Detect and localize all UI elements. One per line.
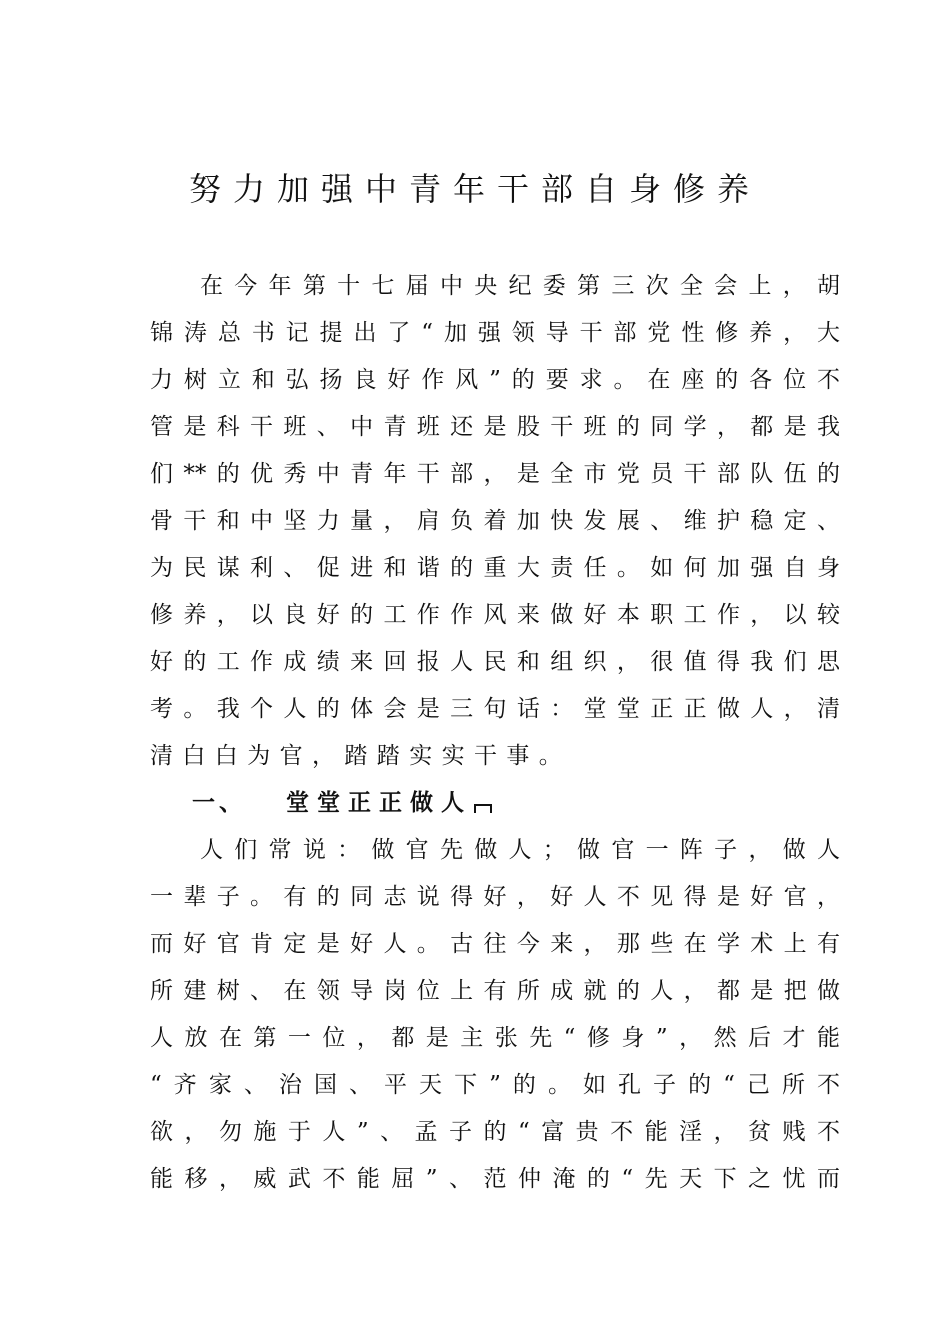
section-number: 一、 [192,790,246,816]
text-line: 欲，勿施于人”、孟子的“富贵不能淫，贫贱不 [150,1119,840,1145]
document-title: 努力加强中青年干部自身修养 [188,170,761,208]
heading-mark-icon [474,804,492,813]
text-line: 人放在第一位，都是主张先“修身”，然后才能 [150,1025,840,1051]
section-heading-text: 堂堂正正做人 [286,790,472,816]
text-line: 为民谋利、促进和谐的重大责任。如何加强自身 [150,555,840,581]
text-line: 锦涛总书记提出了“加强领导干部党性修养，大 [150,320,840,346]
text-line: “齐家、治国、平天下”的。如孔子的“己所不 [150,1072,840,1098]
text-line: 清白白为官，踏踏实实干事。 [150,743,572,769]
text-line: 考。我个人的体会是三句话：堂堂正正做人，清 [150,696,840,722]
text-line: 好的工作成绩来回报人民和组织，很值得我们思 [150,649,840,675]
paragraph-section1 [150,827,840,1203]
text-line: 人们常说：做官先做人；做官一阵子，做人 [200,837,840,863]
text-line: 一辈子。有的同志说得好，好人不见得是好官， [150,884,840,910]
text-line: 骨干和中坚力量，肩负着加快发展、维护稳定、 [150,508,840,534]
paragraph-intro [150,263,840,780]
section-heading [150,780,840,827]
text-line: 所建树、在领导岗位上有所成就的人，都是把做 [150,978,840,1004]
text-line: 管是科干班、中青班还是股干班的同学，都是我 [150,414,840,440]
section-heading-line [150,780,840,827]
text-line: 在今年第十七届中央纪委第三次全会上，胡 [200,273,840,299]
text-line: 力树立和弘扬良好作风”的要求。在座的各位不 [150,367,840,393]
text-line: 而好官肯定是好人。古往今来，那些在学术上有 [150,931,840,957]
text-line: 们**的优秀中青年干部，是全市党员干部队伍的 [150,461,840,487]
text-line: 能移，威武不能屈”、范仲淹的“先天下之忧而 [150,1166,840,1192]
text-line: 修养，以良好的工作作风来做好本职工作，以较 [150,602,840,628]
